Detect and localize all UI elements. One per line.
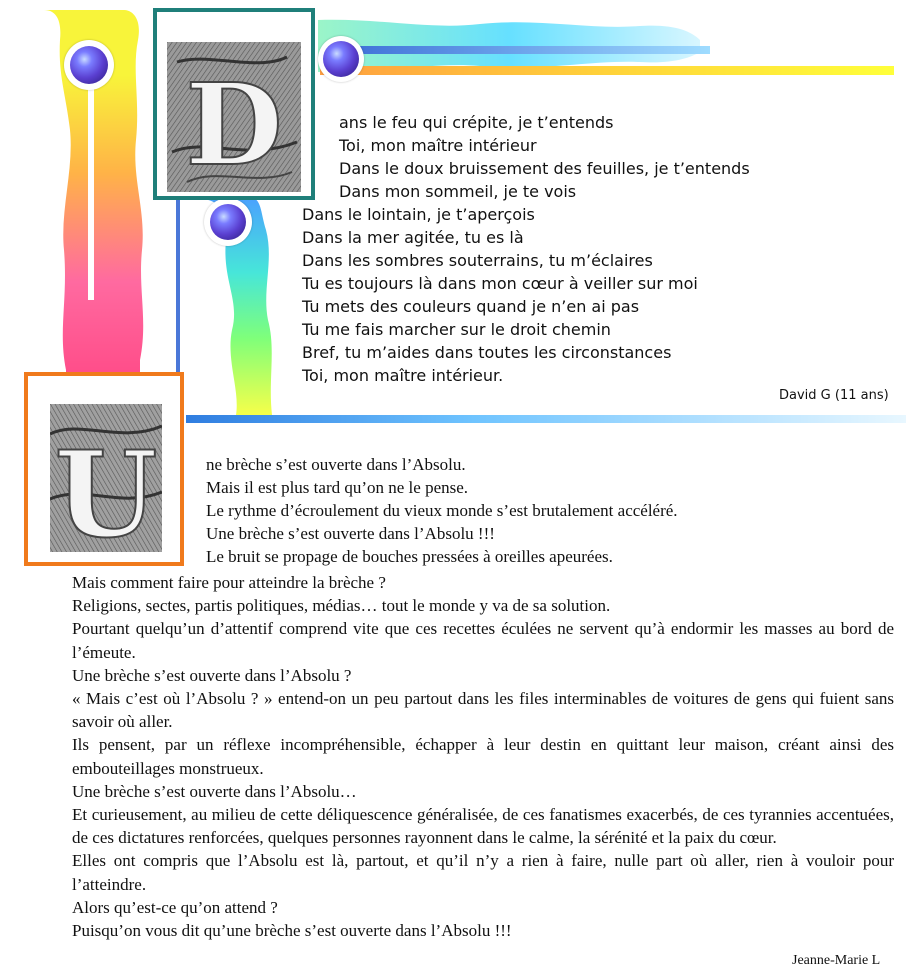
poem-2-line: Une brèche s’est ouverte dans l’Absolu !!!: [206, 524, 495, 543]
poem-1-line: Dans les sombres souterrains, tu m’éclaires: [302, 251, 653, 270]
dropcap-d-frame: [153, 8, 315, 200]
paragraph: Puisqu’on vous dit qu’une brèche s’est ouverte dans l’Absolu !!!: [72, 921, 512, 941]
paragraph: « Mais c’est où l’Absolu ? » entend-on un peu partout dans les files interminables de voitures de gens qui fuient sans savoir où aller.: [72, 689, 894, 732]
dropcap-u-image: [50, 404, 162, 552]
poem-2-body: [72, 571, 894, 942]
paragraph: Une brèche s’est ouverte dans l’Absolu…: [72, 781, 357, 801]
paragraph: Elles ont compris que l’Absolu est là, partout, et qu’il n’y a rien à faire, nulle part où aller, rien à vouloir pour l’atteindre.: [72, 851, 894, 894]
poem-2-line: Mais il est plus tard qu’on ne le pense.: [206, 478, 469, 497]
orb-ornament: [64, 40, 114, 90]
poem-1-line: Toi, mon maître intérieur.: [302, 366, 504, 385]
poem-1-line: Dans la mer agitée, tu es là: [302, 228, 524, 247]
poem-1-line: Toi, mon maître intérieur: [339, 136, 537, 155]
dropcap-d-image: [167, 42, 301, 192]
poem-1-line: Dans mon sommeil, je te vois: [339, 182, 577, 201]
poem-1-line: Dans le lointain, je t’aperçois: [302, 205, 535, 224]
paragraph: Pourtant quelqu’un d’attentif comprend vite que ces recettes éculées ne servent qu’à endormir les masses au bord de l’émeute.: [72, 619, 894, 662]
paragraph: Et curieusement, au milieu de cette déliquescence généralisée, de ces fanatismes exacerbés, de ces tyrannies accentuées, de ces dictatures renforcées, quelques personnes rayonnent dans le calme, la sérénité et la paix du cœur.: [72, 805, 894, 848]
poem-1-line: Dans le doux bruissement des feuilles, je t’entends: [339, 159, 750, 178]
paragraph: Mais comment faire pour atteindre la brèche ?: [72, 573, 386, 592]
poem-1-line: Tu es toujours là dans mon cœur à veiller sur moi: [302, 274, 698, 293]
orb-ornament: [204, 198, 252, 246]
poem-2-line: ne brèche s’est ouverte dans l’Absolu.: [206, 455, 466, 474]
paragraph: Religions, sectes, partis politiques, médias… tout le monde y va de sa solution.: [72, 596, 611, 616]
dropcap-d-letter: D: [185, 60, 283, 191]
poem-1-line: Tu me fais marcher sur le droit chemin: [302, 320, 611, 339]
poem-1-line: ans le feu qui crépite, je t’entends: [339, 113, 614, 132]
poem-2-line: Le rythme d’écroulement du vieux monde s’est brutalement accéléré.: [206, 501, 678, 520]
orb-ornament: [318, 36, 364, 82]
paragraph: Alors qu’est-ce qu’on attend ?: [72, 897, 278, 917]
dropcap-u-letter: U: [54, 425, 158, 552]
poem-2-signature: Jeanne-Marie L: [792, 953, 881, 968]
poem-2-line: Le bruit se propage de bouches pressées à oreilles apeurées.: [206, 547, 613, 566]
paragraph: Ils pensent, par un réflexe incompréhensible, échapper à leur destin en quittant leur maison, créant ainsi des embouteillages monstrueux.: [72, 735, 894, 778]
poem-1-signature: David G (11 ans): [779, 388, 889, 403]
paragraph: Une brèche s’est ouverte dans l’Absolu ?: [72, 665, 352, 685]
poem-1-line: Tu mets des couleurs quand je n’en ai pas: [302, 297, 640, 316]
poem-1-line: Bref, tu m’aides dans toutes les circonstances: [302, 343, 672, 362]
dropcap-u-frame: [24, 372, 184, 566]
